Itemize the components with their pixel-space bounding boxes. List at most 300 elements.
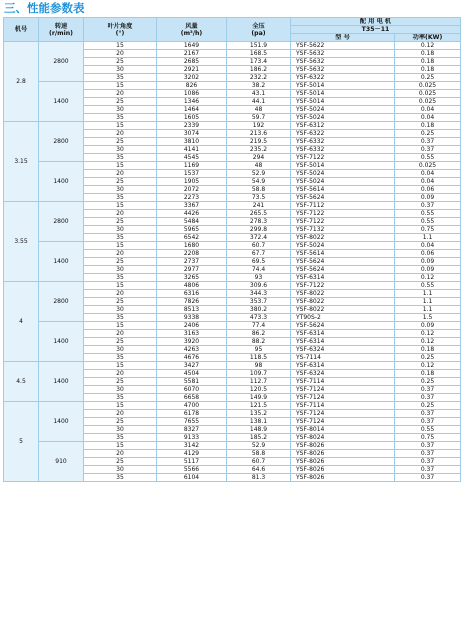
motor-model-cell: YSF-6314 (291, 330, 395, 338)
angle-cell: 15 (84, 42, 157, 50)
motor-power-cell: 0.09 (395, 266, 461, 274)
table-row (4, 442, 461, 450)
angle-cell: 30 (84, 306, 157, 314)
pressure-cell: 77.4 (227, 322, 291, 330)
model-no-cell: 5 (4, 402, 39, 482)
motor-power-cell: 1.1 (395, 234, 461, 242)
speed-cell: 2800 (39, 122, 84, 162)
pressure-cell: 88.2 (227, 338, 291, 346)
angle-cell: 15 (84, 402, 157, 410)
motor-model-cell: YSF-5632 (291, 50, 395, 58)
pressure-cell: 241 (227, 202, 291, 210)
motor-model-cell: YSF-6314 (291, 274, 395, 282)
motor-power-cell: 0.37 (395, 138, 461, 146)
motor-power-cell: 1.1 (395, 290, 461, 298)
pressure-cell: 58.8 (227, 186, 291, 194)
pressure-cell: 353.7 (227, 298, 291, 306)
pressure-cell: 299.8 (227, 226, 291, 234)
airflow-cell: 1086 (157, 90, 227, 98)
angle-cell: 20 (84, 90, 157, 98)
airflow-cell: 6658 (157, 394, 227, 402)
motor-power-cell: 0.04 (395, 242, 461, 250)
airflow-cell: 2273 (157, 194, 227, 202)
angle-cell: 20 (84, 330, 157, 338)
motor-power-cell: 0.04 (395, 114, 461, 122)
motor-power-cell: 0.55 (395, 210, 461, 218)
pressure-cell: 372.4 (227, 234, 291, 242)
motor-model-cell: YSF-5624 (291, 194, 395, 202)
angle-cell: 30 (84, 106, 157, 114)
table-row (4, 202, 461, 210)
motor-power-cell: 0.18 (395, 122, 461, 130)
pressure-cell: 192 (227, 122, 291, 130)
airflow-cell: 2072 (157, 186, 227, 194)
model-no-cell: 2.8 (4, 42, 39, 122)
pressure-cell: 309.6 (227, 282, 291, 290)
pressure-cell: 93 (227, 274, 291, 282)
motor-model-cell: YSF-8022 (291, 234, 395, 242)
airflow-cell: 8327 (157, 426, 227, 434)
motor-model-cell: YSF-6322 (291, 130, 395, 138)
motor-power-cell: 0.09 (395, 194, 461, 202)
motor-power-cell: 0.025 (395, 82, 461, 90)
angle-cell: 35 (84, 434, 157, 442)
pressure-cell: 151.9 (227, 42, 291, 50)
airflow-cell: 5965 (157, 226, 227, 234)
motor-model-cell: YSF-5614 (291, 250, 395, 258)
angle-cell: 30 (84, 226, 157, 234)
table-row (4, 322, 461, 330)
angle-cell: 35 (84, 114, 157, 122)
motor-power-cell: 0.12 (395, 338, 461, 346)
motor-model-cell: YSF-8026 (291, 450, 395, 458)
performance-table (3, 17, 461, 482)
motor-power-cell: 0.12 (395, 274, 461, 282)
angle-cell: 25 (84, 218, 157, 226)
motor-model-cell: YSF-7124 (291, 386, 395, 394)
pressure-cell: 168.5 (227, 50, 291, 58)
motor-model-cell: YS-7114 (291, 354, 395, 362)
pressure-cell: 73.5 (227, 194, 291, 202)
pressure-cell: 52.9 (227, 442, 291, 450)
pressure-cell: 235.2 (227, 146, 291, 154)
motor-power-cell: 0.04 (395, 170, 461, 178)
angle-cell: 35 (84, 194, 157, 202)
motor-power-cell: 0.04 (395, 106, 461, 114)
angle-cell: 30 (84, 466, 157, 474)
motor-model-cell: YSF-7122 (291, 210, 395, 218)
airflow-cell: 826 (157, 82, 227, 90)
pressure-cell: 186.2 (227, 66, 291, 74)
airflow-cell: 4426 (157, 210, 227, 218)
airflow-cell: 1605 (157, 114, 227, 122)
motor-model-cell: YSF-7122 (291, 282, 395, 290)
pressure-cell: 59.7 (227, 114, 291, 122)
airflow-cell: 6104 (157, 474, 227, 482)
airflow-cell: 5117 (157, 458, 227, 466)
motor-model-cell: YSF-5014 (291, 162, 395, 170)
motor-model-cell: YSF-7124 (291, 418, 395, 426)
motor-power-cell: 0.37 (395, 474, 461, 482)
speed-cell: 1400 (39, 322, 84, 362)
angle-cell: 20 (84, 170, 157, 178)
motor-model-cell: YSF-5024 (291, 114, 395, 122)
motor-power-cell: 0.18 (395, 50, 461, 58)
table-row (4, 362, 461, 370)
motor-power-cell: 0.18 (395, 370, 461, 378)
page-title: 三、性能参数表 (4, 1, 85, 15)
motor-power-cell: 0.37 (395, 458, 461, 466)
motor-model-cell: YSF-5014 (291, 82, 395, 90)
model-no-cell: 3.15 (4, 122, 39, 202)
airflow-cell: 2339 (157, 122, 227, 130)
angle-cell: 15 (84, 362, 157, 370)
motor-power-cell: 0.55 (395, 282, 461, 290)
motor-power-cell: 0.37 (395, 202, 461, 210)
pressure-cell: 60.7 (227, 242, 291, 250)
airflow-cell: 5581 (157, 378, 227, 386)
airflow-cell: 1649 (157, 42, 227, 50)
airflow-cell: 3202 (157, 74, 227, 82)
airflow-cell: 2977 (157, 266, 227, 274)
airflow-cell: 3367 (157, 202, 227, 210)
pressure-cell: 149.9 (227, 394, 291, 402)
motor-model-cell: YSF-5632 (291, 58, 395, 66)
header-motor-model: 型 号 (291, 34, 395, 42)
motor-model-cell: YSF-8022 (291, 298, 395, 306)
pressure-cell: 52.9 (227, 170, 291, 178)
pressure-cell: 185.2 (227, 434, 291, 442)
angle-cell: 30 (84, 266, 157, 274)
table-row (4, 82, 461, 90)
airflow-cell: 1464 (157, 106, 227, 114)
motor-model-cell: YSF-5624 (291, 266, 395, 274)
pressure-cell: 265.5 (227, 210, 291, 218)
motor-model-cell: YSF-7124 (291, 410, 395, 418)
angle-cell: 35 (84, 154, 157, 162)
motor-model-cell: YSF-5014 (291, 98, 395, 106)
airflow-cell: 4545 (157, 154, 227, 162)
airflow-cell: 6178 (157, 410, 227, 418)
model-no-cell: 3.55 (4, 202, 39, 282)
motor-model-cell: YSF-6322 (291, 74, 395, 82)
motor-power-cell: 1.1 (395, 298, 461, 306)
speed-cell: 910 (39, 442, 84, 482)
angle-cell: 35 (84, 474, 157, 482)
motor-power-cell: 0.25 (395, 74, 461, 82)
pressure-cell: 135.2 (227, 410, 291, 418)
pressure-cell: 380.2 (227, 306, 291, 314)
motor-power-cell: 0.37 (395, 418, 461, 426)
motor-power-cell: 0.12 (395, 330, 461, 338)
speed-cell: 1400 (39, 402, 84, 442)
speed-cell: 2800 (39, 282, 84, 322)
motor-power-cell: 0.37 (395, 386, 461, 394)
pressure-cell: 38.2 (227, 82, 291, 90)
motor-model-cell: YSF-6324 (291, 370, 395, 378)
pressure-cell: 98 (227, 362, 291, 370)
pressure-cell: 219.5 (227, 138, 291, 146)
angle-cell: 30 (84, 386, 157, 394)
model-no-cell: 4.5 (4, 362, 39, 402)
motor-model-cell: YSF-6332 (291, 146, 395, 154)
airflow-cell: 4700 (157, 402, 227, 410)
motor-power-cell: 0.025 (395, 98, 461, 106)
angle-cell: 30 (84, 146, 157, 154)
speed-cell: 1400 (39, 242, 84, 282)
airflow-cell: 3427 (157, 362, 227, 370)
table-row (4, 242, 461, 250)
motor-power-cell: 0.25 (395, 130, 461, 138)
motor-power-cell: 0.37 (395, 466, 461, 474)
pressure-cell: 213.6 (227, 130, 291, 138)
motor-power-cell: 0.55 (395, 426, 461, 434)
motor-power-cell: 0.25 (395, 378, 461, 386)
motor-model-cell: YSF-8014 (291, 426, 395, 434)
pressure-cell: 86.2 (227, 330, 291, 338)
pressure-cell: 44.1 (227, 98, 291, 106)
motor-model-cell: YSF-5024 (291, 170, 395, 178)
header-airflow: 风量 (m³/h) (157, 18, 227, 42)
motor-model-cell: YSF-6332 (291, 138, 395, 146)
pressure-cell: 74.4 (227, 266, 291, 274)
airflow-cell: 6542 (157, 234, 227, 242)
angle-cell: 35 (84, 394, 157, 402)
motor-model-cell: YSF-5624 (291, 258, 395, 266)
angle-cell: 20 (84, 210, 157, 218)
motor-power-cell: 0.55 (395, 218, 461, 226)
header-motor-series: T35－11 (291, 26, 461, 34)
angle-cell: 25 (84, 298, 157, 306)
angle-cell: 20 (84, 130, 157, 138)
pressure-cell: 69.5 (227, 258, 291, 266)
motor-power-cell: 0.09 (395, 322, 461, 330)
speed-cell: 1400 (39, 82, 84, 122)
motor-power-cell: 0.37 (395, 146, 461, 154)
angle-cell: 25 (84, 178, 157, 186)
speed-cell: 1400 (39, 362, 84, 402)
airflow-cell: 1169 (157, 162, 227, 170)
angle-cell: 35 (84, 354, 157, 362)
motor-power-cell: 0.06 (395, 186, 461, 194)
motor-model-cell: YSF-8026 (291, 466, 395, 474)
airflow-cell: 8513 (157, 306, 227, 314)
motor-model-cell: YSF-6312 (291, 122, 395, 130)
motor-model-cell: YSF-7114 (291, 402, 395, 410)
airflow-cell: 7655 (157, 418, 227, 426)
angle-cell: 15 (84, 322, 157, 330)
motor-power-cell: 0.025 (395, 162, 461, 170)
motor-model-cell: YSF-6314 (291, 362, 395, 370)
airflow-cell: 9338 (157, 314, 227, 322)
pressure-cell: 64.6 (227, 466, 291, 474)
pressure-cell: 43.1 (227, 90, 291, 98)
speed-cell: 2800 (39, 202, 84, 242)
pressure-cell: 58.8 (227, 450, 291, 458)
motor-power-cell: 0.12 (395, 42, 461, 50)
angle-cell: 25 (84, 98, 157, 106)
airflow-cell: 2167 (157, 50, 227, 58)
airflow-cell: 3142 (157, 442, 227, 450)
angle-cell: 15 (84, 202, 157, 210)
airflow-cell: 2208 (157, 250, 227, 258)
motor-model-cell: YSF-5614 (291, 186, 395, 194)
angle-cell: 30 (84, 346, 157, 354)
motor-model-cell: YSF-5622 (291, 42, 395, 50)
airflow-cell: 9133 (157, 434, 227, 442)
airflow-cell: 1537 (157, 170, 227, 178)
airflow-cell: 1905 (157, 178, 227, 186)
airflow-cell: 4504 (157, 370, 227, 378)
header-speed: 转速 (r/min) (39, 18, 84, 42)
motor-model-cell: YSF-7132 (291, 226, 395, 234)
pressure-cell: 294 (227, 154, 291, 162)
pressure-cell: 232.2 (227, 74, 291, 82)
motor-power-cell: 0.18 (395, 346, 461, 354)
angle-cell: 20 (84, 370, 157, 378)
pressure-cell: 67.7 (227, 250, 291, 258)
motor-power-cell: 0.18 (395, 66, 461, 74)
pressure-cell: 278.3 (227, 218, 291, 226)
angle-cell: 20 (84, 290, 157, 298)
airflow-cell: 1680 (157, 242, 227, 250)
airflow-cell: 4263 (157, 346, 227, 354)
angle-cell: 35 (84, 274, 157, 282)
pressure-cell: 138.1 (227, 418, 291, 426)
motor-power-cell: 0.09 (395, 258, 461, 266)
angle-cell: 15 (84, 162, 157, 170)
motor-power-cell: 1.5 (395, 314, 461, 322)
angle-cell: 20 (84, 250, 157, 258)
pressure-cell: 48 (227, 106, 291, 114)
airflow-cell: 4141 (157, 146, 227, 154)
motor-model-cell: YSF-7124 (291, 394, 395, 402)
motor-model-cell: YSF-7122 (291, 154, 395, 162)
angle-cell: 25 (84, 418, 157, 426)
airflow-cell: 4676 (157, 354, 227, 362)
motor-model-cell: YSF-5014 (291, 90, 395, 98)
angle-cell: 35 (84, 314, 157, 322)
airflow-cell: 2406 (157, 322, 227, 330)
angle-cell: 15 (84, 242, 157, 250)
angle-cell: 25 (84, 258, 157, 266)
header-angle: 叶片角度 (°) (84, 18, 157, 42)
motor-power-cell: 0.75 (395, 226, 461, 234)
motor-power-cell: 0.18 (395, 58, 461, 66)
motor-model-cell: YT90S-2 (291, 314, 395, 322)
angle-cell: 25 (84, 138, 157, 146)
pressure-cell: 118.5 (227, 354, 291, 362)
motor-model-cell: YSF-8022 (291, 290, 395, 298)
airflow-cell: 6070 (157, 386, 227, 394)
motor-model-cell: YSF-8026 (291, 458, 395, 466)
pressure-cell: 473.3 (227, 314, 291, 322)
motor-model-cell: YSF-7122 (291, 218, 395, 226)
pressure-cell: 344.3 (227, 290, 291, 298)
angle-cell: 20 (84, 410, 157, 418)
pressure-cell: 148.9 (227, 426, 291, 434)
motor-model-cell: YSF-7114 (291, 378, 395, 386)
motor-power-cell: 0.12 (395, 362, 461, 370)
airflow-cell: 3810 (157, 138, 227, 146)
motor-model-cell: YSF-5624 (291, 322, 395, 330)
pressure-cell: 109.7 (227, 370, 291, 378)
motor-power-cell: 0.55 (395, 154, 461, 162)
motor-power-cell: 0.25 (395, 354, 461, 362)
motor-power-cell: 1.1 (395, 306, 461, 314)
table-row (4, 282, 461, 290)
speed-cell: 2800 (39, 42, 84, 82)
table-row (4, 402, 461, 410)
pressure-cell: 81.3 (227, 474, 291, 482)
motor-model-cell: YSF-7112 (291, 202, 395, 210)
motor-power-cell: 0.025 (395, 90, 461, 98)
airflow-cell: 5566 (157, 466, 227, 474)
airflow-cell: 3920 (157, 338, 227, 346)
motor-power-cell: 0.06 (395, 250, 461, 258)
angle-cell: 20 (84, 450, 157, 458)
motor-model-cell: YSF-8026 (291, 474, 395, 482)
angle-cell: 30 (84, 66, 157, 74)
header-pressure: 全压 (pa) (227, 18, 291, 42)
model-no-cell: 4 (4, 282, 39, 362)
motor-model-cell: YSF-5024 (291, 242, 395, 250)
pressure-cell: 95 (227, 346, 291, 354)
motor-model-cell: YSF-8026 (291, 442, 395, 450)
motor-model-cell: YSF-6324 (291, 346, 395, 354)
pressure-cell: 173.4 (227, 58, 291, 66)
airflow-cell: 4129 (157, 450, 227, 458)
angle-cell: 25 (84, 458, 157, 466)
airflow-cell: 6316 (157, 290, 227, 298)
angle-cell: 30 (84, 186, 157, 194)
angle-cell: 35 (84, 74, 157, 82)
angle-cell: 15 (84, 122, 157, 130)
motor-power-cell: 0.37 (395, 450, 461, 458)
motor-power-cell: 0.37 (395, 394, 461, 402)
airflow-cell: 3163 (157, 330, 227, 338)
airflow-cell: 1346 (157, 98, 227, 106)
motor-model-cell: YSF-5024 (291, 178, 395, 186)
airflow-cell: 2921 (157, 66, 227, 74)
motor-power-cell: 0.25 (395, 402, 461, 410)
angle-cell: 25 (84, 58, 157, 66)
angle-cell: 25 (84, 338, 157, 346)
airflow-cell: 5484 (157, 218, 227, 226)
motor-power-cell: 0.37 (395, 410, 461, 418)
angle-cell: 30 (84, 426, 157, 434)
speed-cell: 1400 (39, 162, 84, 202)
airflow-cell: 4806 (157, 282, 227, 290)
motor-model-cell: YSF-8022 (291, 306, 395, 314)
header-motor: 配 用 电 机 (291, 18, 461, 26)
angle-cell: 15 (84, 282, 157, 290)
header-model-no: 机号 (4, 18, 39, 42)
pressure-cell: 120.5 (227, 386, 291, 394)
motor-power-cell: 0.37 (395, 442, 461, 450)
motor-model-cell: YSF-5632 (291, 66, 395, 74)
table-row (4, 42, 461, 50)
airflow-cell: 2685 (157, 58, 227, 66)
motor-power-cell: 0.04 (395, 178, 461, 186)
angle-cell: 15 (84, 442, 157, 450)
pressure-cell: 112.7 (227, 378, 291, 386)
angle-cell: 35 (84, 234, 157, 242)
pressure-cell: 60.7 (227, 458, 291, 466)
airflow-cell: 3265 (157, 274, 227, 282)
angle-cell: 15 (84, 82, 157, 90)
table-row (4, 122, 461, 130)
